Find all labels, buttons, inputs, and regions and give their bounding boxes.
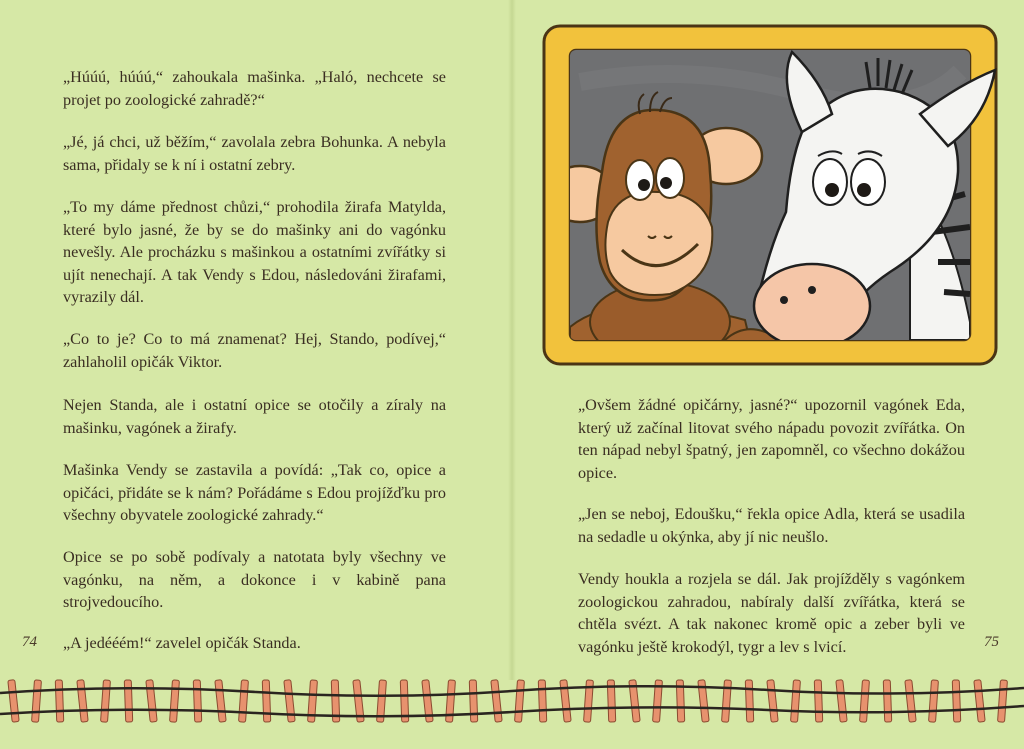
track-sleeper: [791, 680, 801, 722]
track-sleeper: [560, 680, 571, 723]
paragraph: „Ovšem žádné opičárny, jasné?“ upozornil vagónek Eda, který už začínal litovat svého nápadu povozit zvířátka. On ten nápad nebyl špatný, jen zapomněl, co všechno dokážou opice.: [578, 396, 965, 482]
track-sleeper: [929, 680, 939, 722]
right-page: [512, 0, 1024, 749]
track-sleeper: [905, 680, 916, 723]
railway-track-decoration: [0, 676, 1024, 749]
paragraph: „A jedééém!“ zavelel opičák Standa.: [63, 634, 301, 652]
track-sleeper: [836, 680, 847, 723]
monkey-zebra-illustration: [540, 22, 1000, 370]
track-sleeper: [767, 680, 778, 723]
track-sleeper: [215, 680, 226, 723]
paragraph: „To my dáme přednost chůzi,“ prohodila žirafa Matylda, které bylo jasné, že by se do mašinky ani do vagónku nevešly. Ale procházku s mašinkou a ostatními zvířátky si ujít nenechají. A tak Vendy s Edou, následováni žirafami, vyrazily dál.: [63, 198, 446, 306]
track-sleeper: [77, 680, 88, 723]
paragraph: „Jen se neboj, Edoušku,“ řekla opice Adla, která se usadila na sedadle u okýnka, aby jí nic neušlo.: [578, 505, 965, 546]
track-sleeper: [124, 680, 132, 722]
track-sleeper: [538, 680, 546, 722]
track-sleeper: [262, 680, 270, 722]
track-sleeper: [193, 680, 201, 722]
track-sleeper: [515, 680, 525, 722]
track-sleeper: [883, 680, 891, 722]
paragraph: Nejen Standa, ale i ostatní opice se otočily a zíraly na mašinku, vagónek a žirafy.: [63, 396, 446, 437]
track-sleeper: [8, 680, 19, 723]
paragraph: Opice se po sobě podívaly a natotata byly všechny ve vagónku, na něm, a dokonce i v kabině pana strojvedoucího.: [63, 548, 446, 611]
track-sleeper: [170, 680, 180, 722]
track-sleeper: [32, 680, 42, 722]
track-sleepers: [8, 680, 1008, 723]
paragraph: „Jé, já chci, už běžím,“ zavolala zebra Bohunka. A nebyla sama, přidaly se k ní i ostatní zebry.: [63, 133, 446, 174]
track-sleeper: [469, 680, 477, 722]
track-sleeper: [745, 680, 753, 722]
track-sleeper: [998, 680, 1008, 722]
page-number: 74: [22, 634, 37, 650]
track-sleeper: [239, 680, 249, 722]
paragraph: „Co to je? Co to má znamenat? Hej, Stando, podívej,“ zahlaholil opičák Viktor.: [63, 330, 446, 371]
track-sleeper: [55, 680, 63, 722]
track-sleeper: [974, 680, 985, 723]
track-sleeper: [491, 680, 502, 723]
track-sleeper: [814, 680, 822, 722]
paragraph: Vendy houkla a rozjela se dál. Jak projížděly s vagónkem zoologickou zahradou, nabíraly další zvířátka, která se chtěla svézt. A tak nakonec kromě opic a zeber byli ve vagónku ještě krokodýl, tygr a lev s lvicí.: [578, 570, 965, 656]
track-sleeper: [101, 680, 111, 722]
page-number: 75: [984, 634, 999, 650]
paragraph: Mašinka Vendy se zastavila a povídá: „Tak co, opice a opičáci, přidáte se k nám? Pořádáme s Edou projížďku pro všechny obyvatele zoologické zahrady.“: [63, 461, 446, 524]
paragraph: „Húúú, húúú,“ zahoukala mašinka. „Haló, nechcete se projet po zoologické zahradě?“: [63, 68, 446, 109]
track-sleeper: [952, 680, 960, 722]
track-sleeper: [722, 680, 732, 722]
track-sleeper: [146, 680, 157, 723]
track-sleeper: [860, 680, 870, 722]
